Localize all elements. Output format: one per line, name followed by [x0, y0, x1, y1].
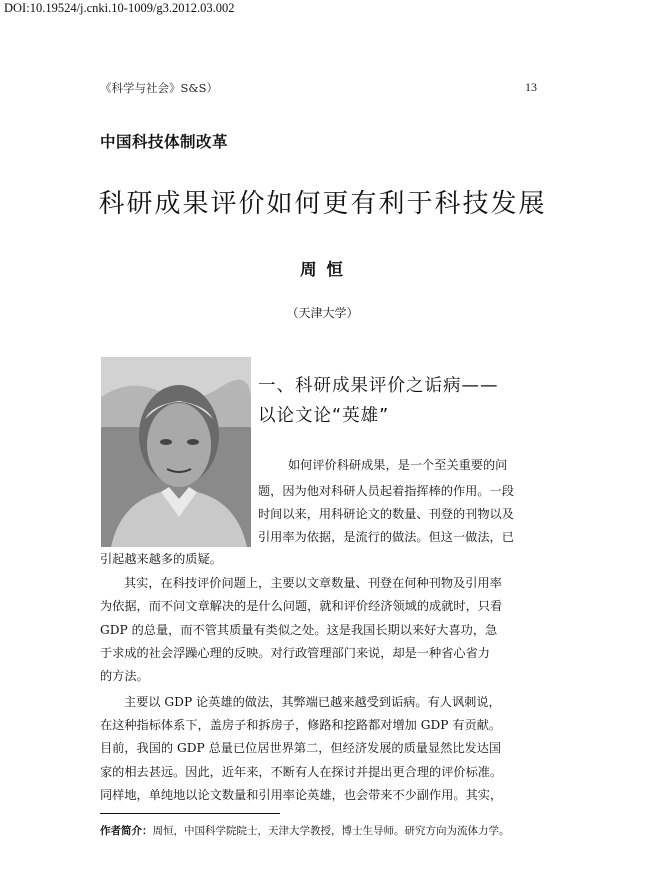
body-line: 主要以 GDP 论英雄的做法，其弊端已越来越受到诟病。有人讽刺说，	[124, 695, 501, 709]
section-heading	[258, 371, 499, 431]
body-line: 引起越来越多的质疑。	[100, 552, 222, 566]
section-heading-line-2: 以论文论“英雄”	[258, 406, 390, 426]
author-footnote	[100, 823, 510, 838]
footnote-text: 周恒，中国科学院院士，天津大学教授，博士生导师。研究方向为流体力学。	[152, 825, 510, 837]
page-number: 13	[525, 80, 537, 94]
doi-line: DOI:10.19524/j.cnki.10-1009/g3.2012.03.002	[4, 1, 235, 15]
footnote-rule	[100, 813, 280, 814]
body-line: 同样地，单纯地以论文数量和引用率论英雄，也会带来不少副作用。其实，	[100, 788, 503, 802]
article-title: 科研成果评价如何更有利于科技发展	[98, 189, 547, 219]
body-line: 于求成的社会浮躁心理的反映。对行政管理部门来说，却是一种省心省力	[100, 646, 490, 660]
body-line: 引用率为依据，是流行的做法。但这一做法，已	[258, 530, 514, 544]
author-affiliation: （天津大学）	[286, 306, 359, 320]
body-line: 的方法。	[100, 669, 149, 683]
section-heading-line-1: 一、科研成果评价之诟病——	[258, 376, 499, 396]
body-line: 其实，在科技评价问题上，主要以文章数量、刊登在何种刊物及引用率	[124, 576, 502, 590]
body-line: 时间以来，用科研论文的数量、刊登的刊物以及	[258, 507, 514, 521]
footnote-label: 作者简介：	[100, 825, 153, 837]
body-line: 在这种指标体系下，盖房子和拆房子，修路和挖路都对增加 GDP 有贡献。	[100, 718, 502, 732]
body-line: 题，因为他对科研人员起着指挥棒的作用。一段	[258, 484, 514, 498]
running-head: 《科学与社会》S&S）	[100, 81, 218, 95]
author-photo	[101, 357, 251, 547]
author-name: 周 恒	[300, 260, 345, 279]
body-line: 目前，我国的 GDP 总量已位居世界第二，但经济发展的质量显然比发达国	[100, 741, 502, 755]
section-label: 中国科技体制改革	[100, 133, 229, 151]
body-line: GDP 的总量，而不管其质量有类似之处。这是我国长期以来好大喜功，急	[100, 623, 498, 637]
body-line: 家的相去甚远。因此，近年来，不断有人在探讨并提出更合理的评价标准。	[100, 765, 503, 779]
body-line: 为依据，而不问文章解决的是什么问题，就和评价经济领域的成就时，只看	[100, 599, 503, 613]
body-line: 如何评价科研成果，是一个至关重要的问	[288, 458, 508, 472]
